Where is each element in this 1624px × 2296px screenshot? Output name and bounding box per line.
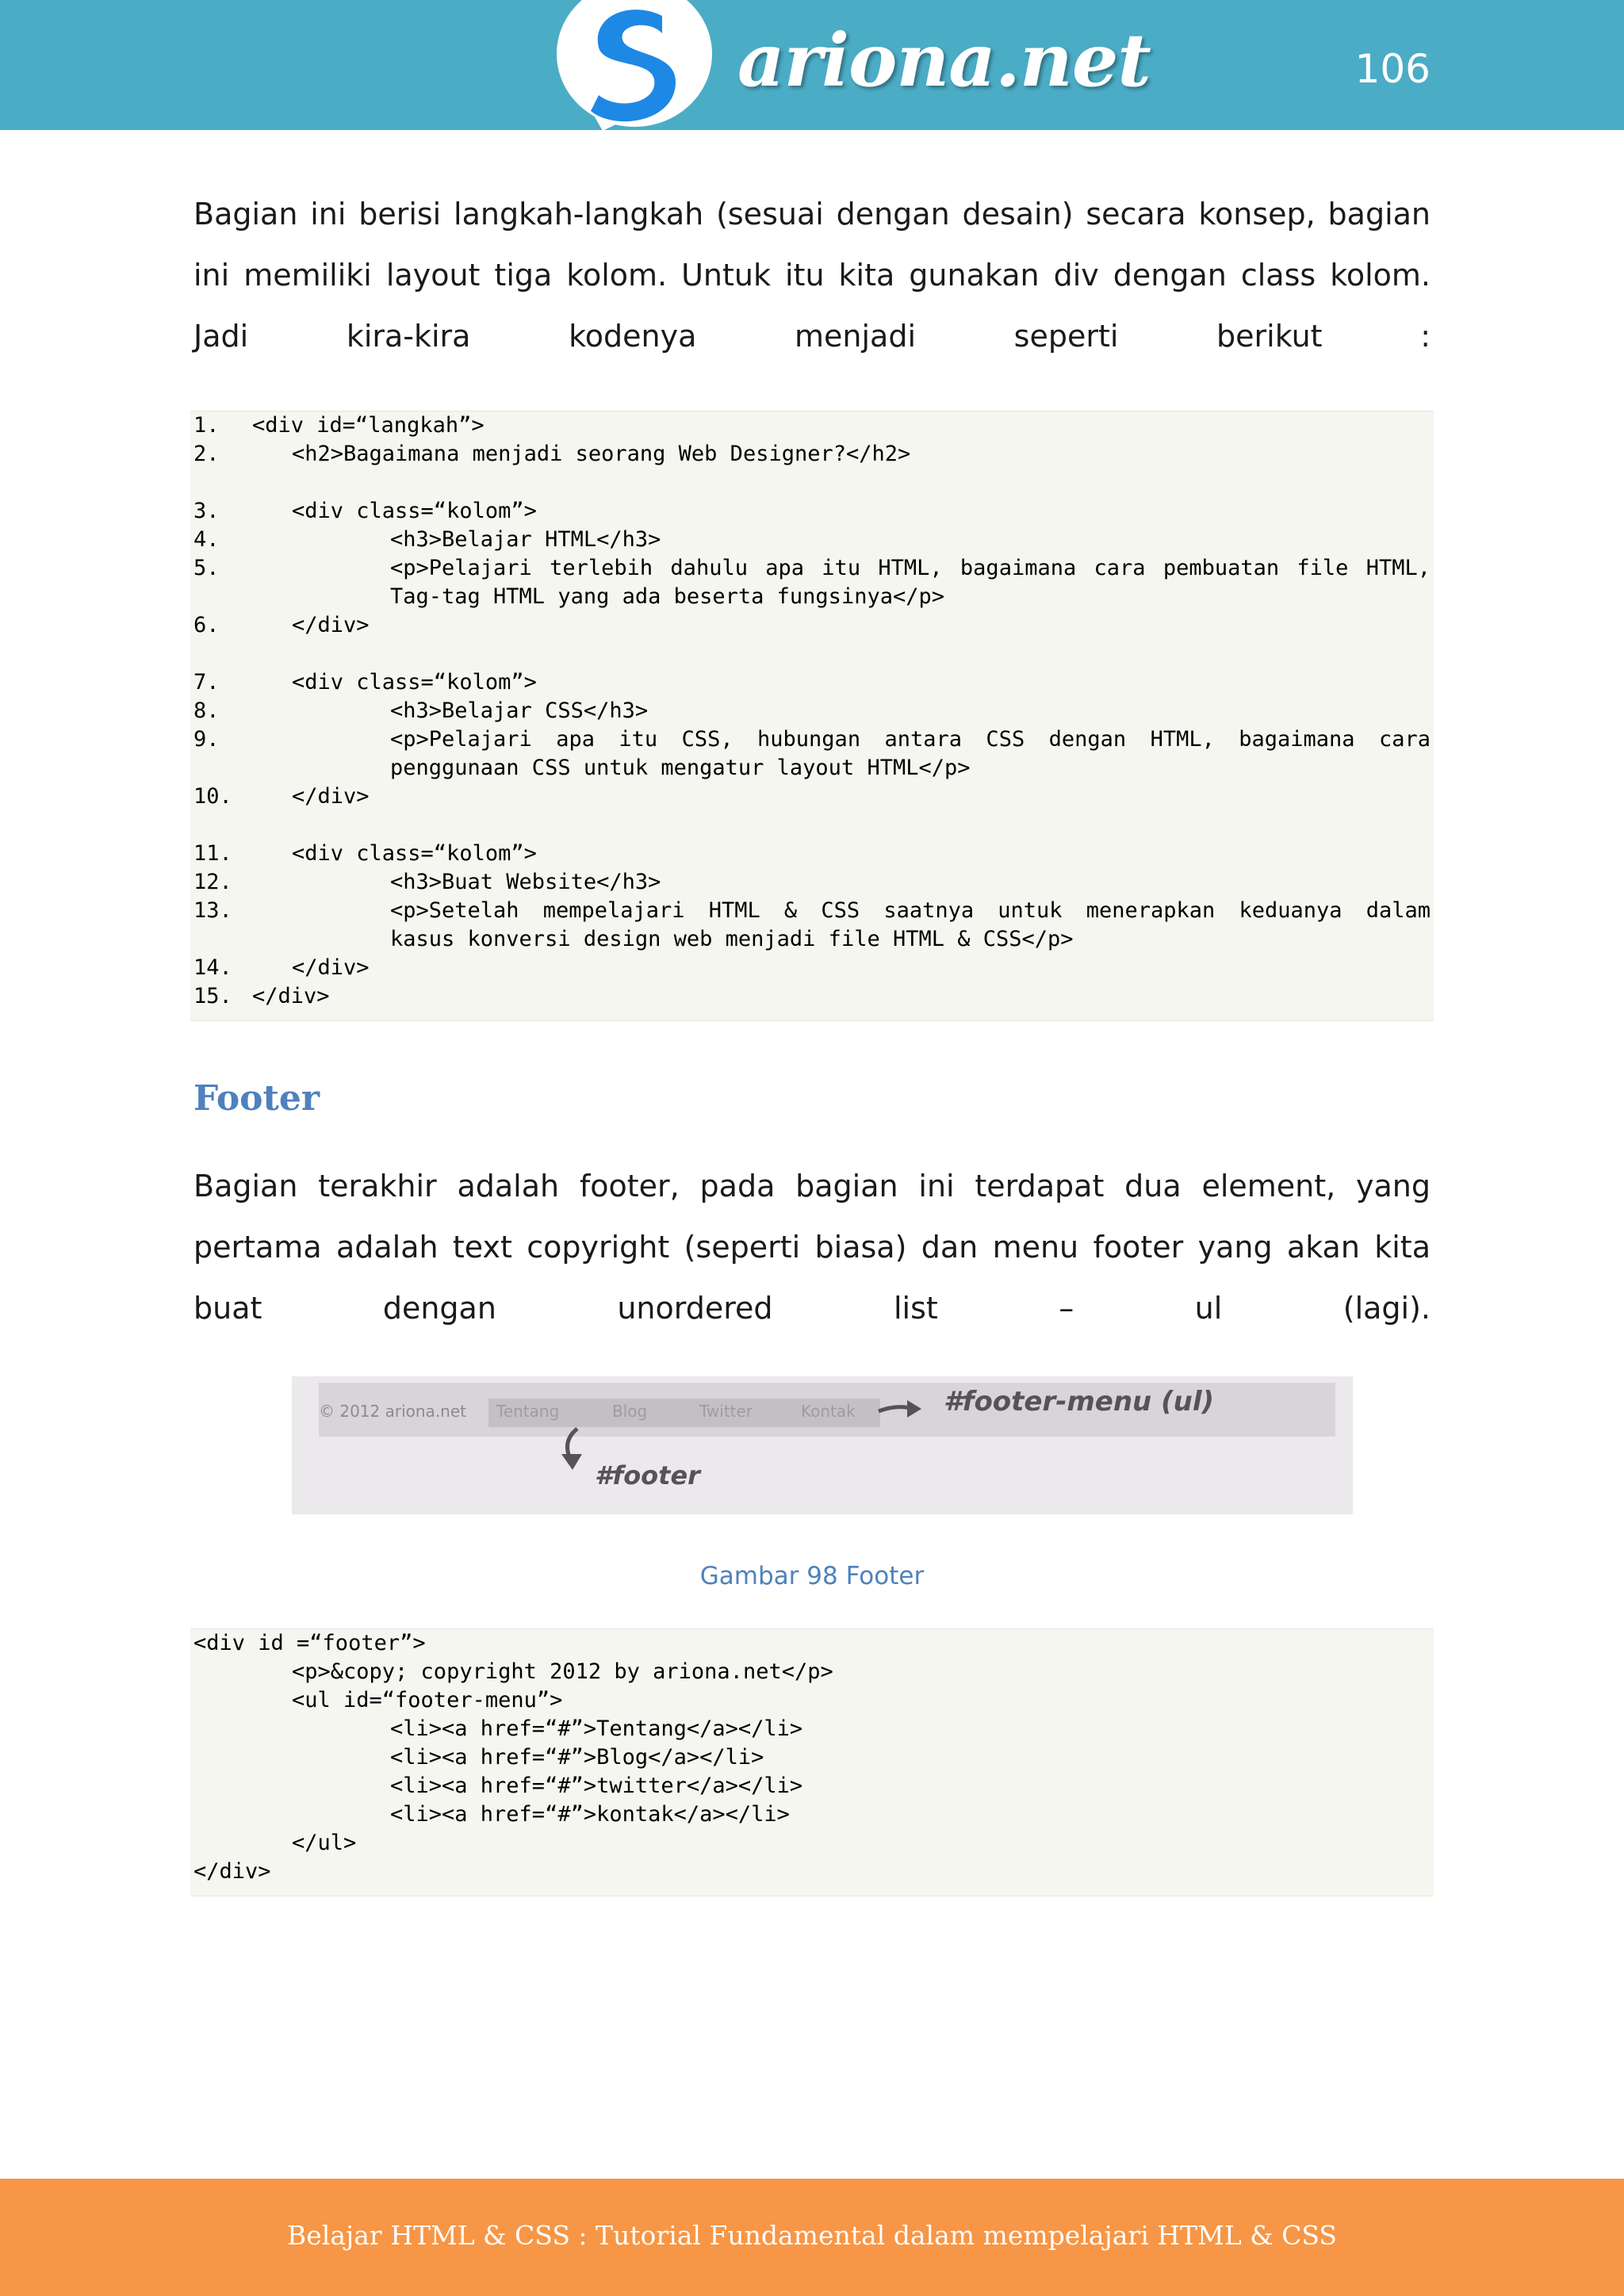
code-line: <h3>Belajar CSS</h3> <box>390 698 649 723</box>
code-line: <li><a href=“#”>twitter</a></li> <box>390 1774 803 1798</box>
page-footer <box>0 2179 1624 2296</box>
code-line-continued: Tag-tag HTML yang ada beserta fungsinya</p> <box>390 584 944 609</box>
code-line: </div> <box>193 1859 271 1884</box>
figure-copyright: © 2012 ariona.net <box>319 1402 466 1421</box>
code-line: <h3>Buat Website</h3> <box>390 870 661 894</box>
line-number: 11. <box>193 841 232 866</box>
page-number: 106 <box>1354 46 1431 92</box>
figure-menu-item: Twitter <box>699 1402 753 1421</box>
code-line: </div> <box>252 984 330 1008</box>
code-line: <ul id=“footer-menu”> <box>292 1688 563 1712</box>
code-line: <h3>Belajar HTML</h3> <box>390 527 661 552</box>
figure-menu-item: Tentang <box>496 1402 560 1421</box>
code-block-langkah <box>190 411 1434 1021</box>
code-line: <p>Pelajari apa itu CSS, hubungan antara CSS dengan HTML, bagaimana cara <box>390 727 1431 752</box>
arrow-right-icon <box>875 1397 923 1421</box>
code-line: <p>&copy; copyright 2012 by ariona.net</p> <box>292 1659 833 1684</box>
code-line: <div class=“kolom”> <box>292 670 537 695</box>
figure-label-footer-menu: #footer-menu (ul) <box>944 1386 1215 1418</box>
code-line: <li><a href=“#”>Blog</a></li> <box>390 1745 764 1770</box>
line-number: 6. <box>193 613 220 637</box>
line-number: 14. <box>193 955 232 980</box>
line-number: 7. <box>193 670 220 695</box>
code-line: <p>Pelajari terlebih dahulu apa itu HTML, bagaimana cara pembuatan file HTML, <box>390 556 1431 580</box>
code-line: </ul> <box>292 1831 357 1855</box>
code-line: <li><a href=“#”>Tentang</a></li> <box>390 1716 803 1741</box>
line-number: 10. <box>193 784 232 809</box>
line-number: 3. <box>193 499 220 523</box>
page-header <box>0 0 1624 130</box>
footer-figure <box>292 1376 1353 1514</box>
section-heading-footer: Footer <box>193 1078 320 1119</box>
code-line: <li><a href=“#”>kontak</a></li> <box>390 1802 790 1827</box>
code-line: <h2>Bagaimana menjadi seorang Web Designer?</h2> <box>292 442 911 466</box>
line-number: 9. <box>193 727 220 752</box>
line-number: 2. <box>193 442 220 466</box>
line-number: 13. <box>193 898 232 923</box>
footer-text: Belajar HTML & CSS : Tutorial Fundamental dalam mempelajari HTML & CSS <box>287 2220 1337 2251</box>
line-number: 12. <box>193 870 232 894</box>
figure-menu-item: Blog <box>612 1402 648 1421</box>
figure-label-footer: #footer <box>595 1460 700 1490</box>
code-line: <div id =“footer”> <box>193 1631 426 1655</box>
line-number: 1. <box>193 413 220 438</box>
line-number: 15. <box>193 984 232 1008</box>
code-line-continued: kasus konversi design web menjadi file HTML & CSS</p> <box>390 927 1074 951</box>
arrow-down-icon <box>553 1425 593 1470</box>
logo-text: ariona.net <box>737 17 1151 103</box>
line-number: 8. <box>193 698 220 723</box>
ariona-logo-icon <box>555 0 714 143</box>
line-number: 4. <box>193 527 220 552</box>
line-number: 5. <box>193 556 220 580</box>
intro-paragraph: Bagian ini berisi langkah-langkah (sesuai dengan desain) secara konsep, bagian ini memiliki layout tiga kolom. Untuk itu kita gunakan div dengan class kolom. Jadi kira-kira kodenya menjadi seperti berikut : <box>193 197 1431 354</box>
code-line: <div class=“kolom”> <box>292 499 537 523</box>
code-line: </div> <box>292 784 370 809</box>
code-line: <div id=“langkah”> <box>252 413 485 438</box>
code-line: </div> <box>292 955 370 980</box>
footer-paragraph: Bagian terakhir adalah footer, pada bagian ini terdapat dua element, yang pertama adalah text copyright (seperti biasa) dan menu footer yang akan kita buat dengan unordered list – ul (lagi). <box>193 1169 1431 1326</box>
code-line-continued: penggunaan CSS untuk mengatur layout HTML</p> <box>390 756 971 780</box>
code-line: </div> <box>292 613 370 637</box>
code-line: <div class=“kolom”> <box>292 841 537 866</box>
code-line: <p>Setelah mempelajari HTML & CSS saatnya untuk menerapkan keduanya dalam <box>390 898 1431 923</box>
code-block-footer <box>190 1628 1434 1896</box>
figure-caption: Gambar 98 Footer <box>699 1562 925 1590</box>
figure-menu-item: Kontak <box>801 1402 856 1421</box>
